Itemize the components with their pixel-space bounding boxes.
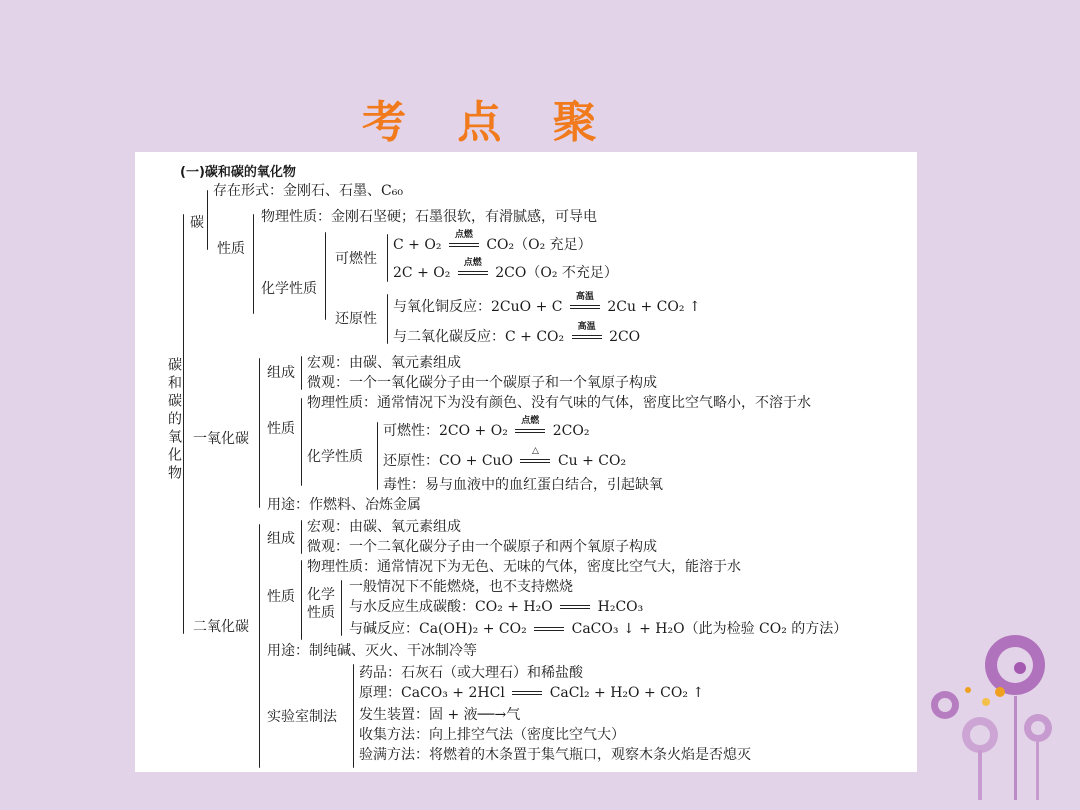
co2-lab3: 发生装置：固 + 液──→气	[359, 707, 521, 723]
co2-comp-label: 组成	[267, 531, 295, 547]
co2-lab1: 药品：石灰石（或大理石）和稀盐酸	[359, 665, 583, 681]
carbon-red-label: 还原性	[335, 311, 377, 327]
eq-left: C + O₂	[393, 237, 442, 253]
eq-sign	[455, 258, 491, 282]
carbon-forms: 存在形式：金刚石、石墨、C₆₀	[213, 183, 403, 199]
root-brace	[183, 214, 184, 634]
co-micro: 微观：一个一氧化碳分子由一个碳原子和一个氧原子构成	[307, 375, 657, 391]
co2-lab-brace	[353, 664, 354, 768]
carbon-comb-brace	[387, 234, 388, 282]
co-label: 一氧化碳	[193, 431, 249, 447]
co2-chem-label1: 化学	[307, 587, 335, 603]
eq-cond: △	[532, 446, 539, 456]
eq-sign	[567, 292, 603, 316]
eq-left: 与二氧化碳反应：C + CO₂	[393, 329, 565, 345]
eq-cond: 点燃	[463, 258, 482, 268]
eq-sign	[517, 446, 553, 470]
co2-comp-brace	[301, 520, 302, 554]
co2-use: 用途：制纯碱、灭火、干冰制冷等	[267, 643, 477, 659]
co2-micro: 微观：一个二氧化碳分子由一个碳原子和两个氧原子构成	[307, 539, 657, 555]
carbon-chem-brace	[325, 232, 326, 320]
eq-right: CaCO₃ ↓ + H₂O（此为检验 CO₂ 的方法）	[571, 621, 848, 637]
eq-right: Cu + CO₂	[557, 453, 627, 469]
eq-cond: 高温	[575, 292, 594, 302]
carbon-prop-label: 性质	[217, 241, 245, 257]
co-comb	[383, 416, 590, 440]
co2-lab4: 收集方法：向上排空气法（密度比空气大）	[359, 727, 625, 743]
eq-left: 2C + O₂	[393, 265, 451, 281]
co-prop-label: 性质	[267, 421, 295, 437]
eq-right: CaCl₂ + H₂O + CO₂ ↑	[549, 685, 705, 701]
eq-sign	[569, 322, 605, 346]
knowledge-map	[135, 152, 917, 772]
eq-left: 与氧化铜反应：2CuO + C	[393, 299, 563, 315]
co-macro: 宏观：由碳、氧元素组成	[307, 355, 461, 371]
root-label	[165, 357, 182, 488]
co-comp-label: 组成	[267, 365, 295, 381]
carbon-chem-label: 化学性质	[261, 281, 317, 297]
eq-right: CO₂（O₂ 充足）	[486, 237, 592, 253]
eq-left: 原理：CaCO₃ + 2HCl	[359, 685, 505, 701]
section-heading: (一)碳和碳的氧化物	[180, 165, 296, 180]
eq-left: 与水反应生成碳酸：CO₂ + H₂O	[349, 599, 553, 615]
eq-right: 2CO₂	[552, 423, 590, 439]
eq-right: 2CO	[609, 329, 641, 345]
carbon-phys: 物理性质：金刚石坚硬；石墨很软，有滑腻感，可导电	[261, 209, 597, 225]
co-brace	[259, 358, 260, 508]
co-red	[383, 446, 627, 470]
carbon-red-brace	[387, 294, 388, 344]
eq-right: 2CO（O₂ 不充足）	[495, 265, 618, 281]
eq-cond: 高温	[577, 322, 596, 332]
co-chem-brace	[377, 422, 378, 490]
co2-macro: 宏观：由碳、氧元素组成	[307, 519, 461, 535]
co2-chem2	[349, 598, 643, 616]
co2-chem3	[349, 620, 847, 638]
eq-left: 还原性：CO + CuO	[383, 453, 514, 469]
co-phys: 物理性质：通常情况下为没有颜色、没有气味的气体，密度比空气略小，不溶于水	[307, 395, 811, 411]
co-comp-brace	[301, 356, 302, 390]
co2-prop-label: 性质	[267, 589, 295, 605]
co-prop-brace	[301, 398, 302, 486]
carbon-comb1	[393, 230, 592, 254]
eq-sign	[446, 230, 482, 254]
root-text: 碳和碳的氧化物	[166, 357, 182, 483]
co2-brace	[259, 524, 260, 768]
co2-label: 二氧化碳	[193, 619, 249, 635]
co2-chem1: 一般情况下不能燃烧，也不支持燃烧	[349, 579, 573, 595]
carbon-label: 碳	[190, 215, 204, 231]
co2-lab5: 验满方法：将燃着的木条置于集气瓶口，观察木条火焰是否熄灭	[359, 747, 751, 763]
co2-chem-brace	[341, 580, 342, 636]
co-use: 用途：作燃料、冶炼金属	[267, 497, 421, 513]
co-tox: 毒性：易与血液中的血红蛋白结合，引起缺氧	[383, 477, 663, 493]
co-chem-label: 化学性质	[307, 449, 363, 465]
co2-chem-label2: 性质	[307, 605, 335, 621]
co2-prop-brace	[301, 560, 302, 640]
eq-sign	[531, 620, 567, 638]
eq-sign	[512, 416, 548, 440]
eq-sign	[557, 598, 593, 616]
carbon-prop-brace	[253, 214, 254, 314]
carbon-red1	[393, 292, 701, 316]
co2-lab2	[359, 684, 704, 702]
co2-phys: 物理性质：通常情况下为无色、无味的气体，密度比空气大，能溶于水	[307, 559, 741, 575]
decoration-graphic	[920, 620, 1060, 800]
eq-sign	[509, 684, 545, 702]
eq-right: 2Cu + CO₂ ↑	[607, 299, 701, 315]
carbon-comb-label: 可燃性	[335, 251, 377, 267]
carbon-brace	[207, 190, 208, 250]
eq-left: 与碱反应：Ca(OH)₂ + CO₂	[349, 621, 527, 637]
co2-lab-label: 实验室制法	[267, 709, 337, 725]
carbon-comb2	[393, 258, 618, 282]
page-title: 考 点 聚	[362, 97, 615, 148]
eq-cond: 点燃	[454, 230, 473, 240]
eq-cond: 点燃	[521, 416, 540, 426]
eq-right: H₂CO₃	[597, 599, 644, 615]
carbon-red2	[393, 322, 641, 346]
eq-left: 可燃性：2CO + O₂	[383, 423, 508, 439]
